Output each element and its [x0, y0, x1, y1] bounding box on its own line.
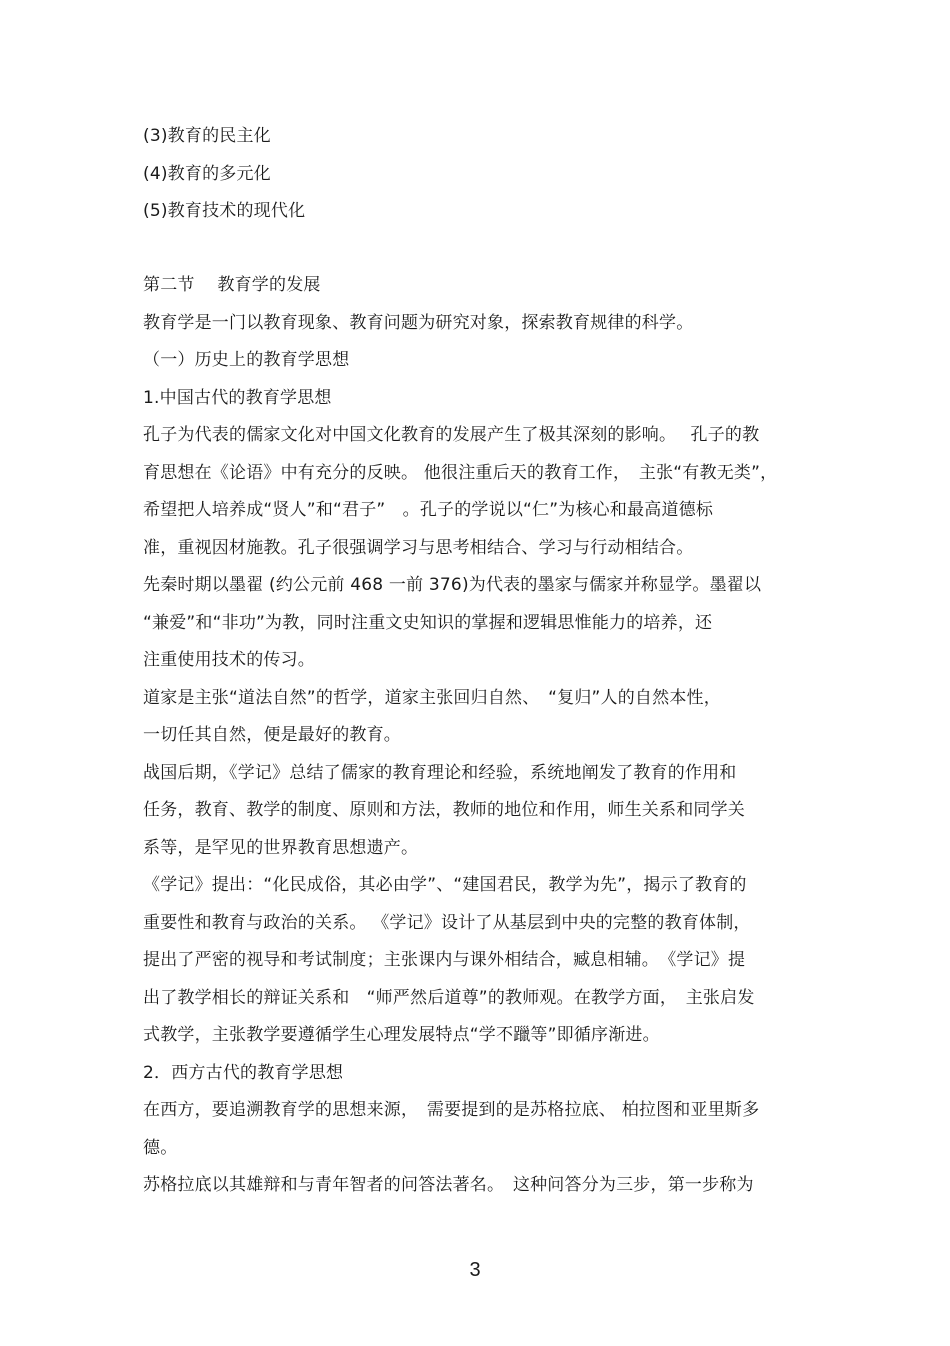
- paragraph-line: 孔子为代表的儒家文化对中国文化教育的发展产生了极其深刻的影响。 孔子的教: [143, 425, 760, 445]
- paragraph-line: 德。: [143, 1138, 178, 1158]
- paragraph-line: 育思想在《论语》中有充分的反映。 他很注重后天的教育工作， 主张“有教无类”，: [143, 463, 778, 483]
- paragraph-line: 教育学是一门以教育现象、教育问题为研究对象，探索教育规律的科学。: [143, 313, 694, 333]
- paragraph-line: 战国后期，《学记》总结了儒家的教育理论和经验，系统地阐发了教育的作用和: [143, 763, 737, 783]
- page-number: 3: [469, 1259, 481, 1281]
- list-item: (4)教育的多元化: [143, 164, 271, 184]
- paragraph-line: 先秦时期以墨翟 (约公元前 468 一前 376)为代表的墨家与儒家并称显学。墨翟以: [143, 575, 762, 595]
- paragraph-line: 任务，教育、教学的制度、原则和方法，教师的地位和作用，师生关系和同学关: [143, 800, 745, 820]
- paragraph-line: 重要性和教育与政治的关系。 《学记》设计了从基层到中央的完整的教育体制，: [143, 913, 751, 933]
- paragraph-line: “兼爱”和“非功”为教，同时注重文史知识的掌握和逻辑思惟能力的培养，还: [143, 613, 713, 633]
- subsection-heading: 2．西方古代的教育学思想: [143, 1063, 344, 1083]
- paragraph-line: 道家是主张“道法自然”的哲学，道家主张回归自然、 “复归”人的自然本性，: [143, 688, 721, 708]
- paragraph-line: 式教学，主张教学要遵循学生心理发展特点“学不躐等”即循序渐进。: [143, 1025, 660, 1045]
- paragraph-line: 希望把人培养成“贤人”和“君子” 。孔子的学说以“仁”为核心和最高道德标: [143, 500, 714, 520]
- paragraph-line: 苏格拉底以其雄辩和与青年智者的问答法著名。 这种问答分为三步，第一步称为: [143, 1175, 754, 1195]
- paragraph-line: 《学记》提出：“化民成俗，其必由学”、“建国君民，教学为先”，揭示了教育的: [143, 875, 747, 895]
- paragraph-line: 准，重视因材施教。孔子很强调学习与思考相结合、学习与行动相结合。: [143, 538, 694, 558]
- section-heading: 第二节 教育学的发展: [143, 275, 321, 295]
- subsection-heading: （一）历史上的教育学思想: [143, 350, 350, 370]
- paragraph-line: 注重使用技术的传习。: [143, 650, 315, 670]
- paragraph-line: 一切任其自然，便是最好的教育。: [143, 725, 401, 745]
- paragraph-line: 出了教学相长的辩证关系和 “师严然后道尊”的教师观。在教学方面， 主张启发: [143, 988, 755, 1008]
- paragraph-line: 系等，是罕见的世界教育思想遗产。: [143, 838, 419, 858]
- list-item: (3)教育的民主化: [143, 126, 271, 146]
- paragraph-line: 提出了严密的视导和考试制度；主张课内与课外相结合，臧息相辅。 《学记》提: [143, 950, 746, 970]
- paragraph-line: 在西方，要追溯教育学的思想来源， 需要提到的是苏格拉底、 柏拉图和亚里斯多: [143, 1100, 760, 1120]
- list-item: (5)教育技术的现代化: [143, 201, 306, 221]
- subsection-heading: 1.中国古代的教育学思想: [143, 388, 332, 408]
